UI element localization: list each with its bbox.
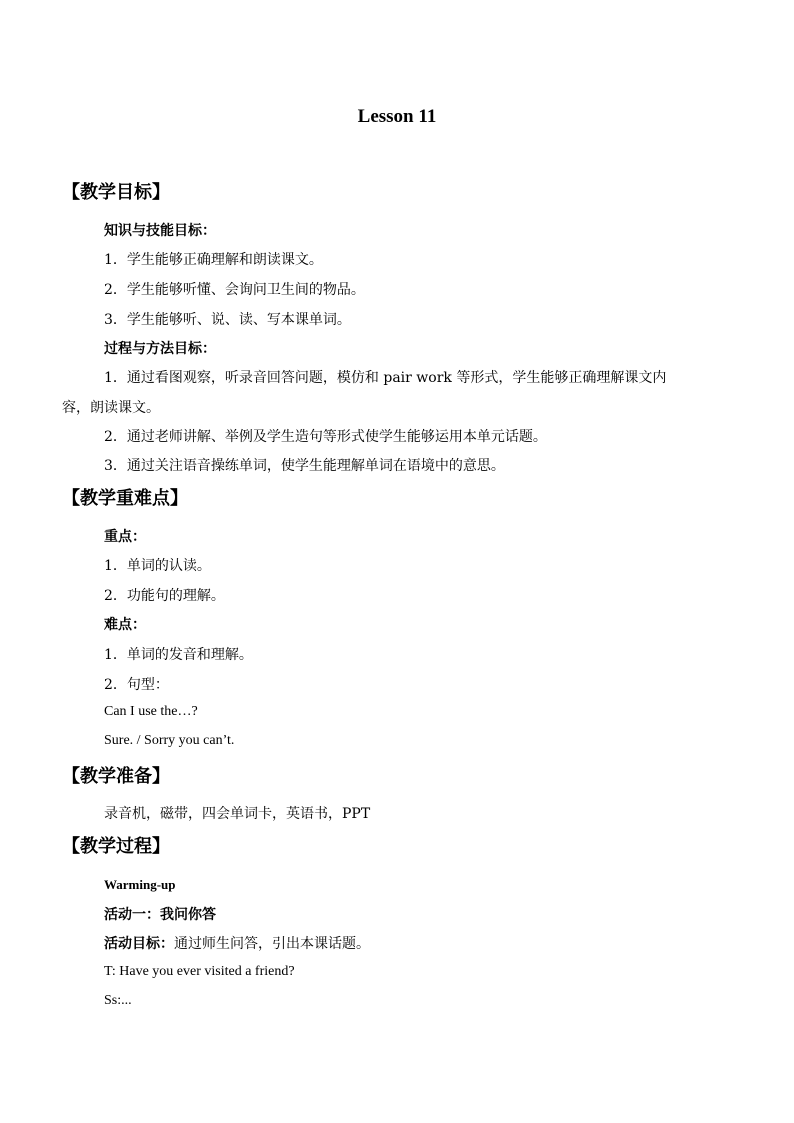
knowledge-goal-item: 3．学生能够听、说、读、写本课单词。 <box>104 312 351 328</box>
difficult-point-item: 1．单词的发音和理解。 <box>104 647 253 663</box>
section-heading-keypoints: 【教学重难点】 <box>62 488 188 509</box>
prep-content: 录音机，磁带，四会单词卡，英语书，PPT <box>104 806 371 822</box>
knowledge-goal-item: 1．学生能够正确理解和朗读课文。 <box>104 252 323 268</box>
section-heading-process: 【教学过程】 <box>62 836 170 857</box>
process-goal-item: 3．通过关注语音操练单词，使学生能理解单词在语境中的意思。 <box>104 458 505 474</box>
key-point-item: 2．功能句的理解。 <box>104 588 225 604</box>
section-heading-prep: 【教学准备】 <box>62 766 170 787</box>
process-goal-item: 1．通过看图观察，听录音回答问题，模仿和 pair work 等形式，学生能够正确理解课文内 <box>104 370 667 386</box>
dialog-line: T: Have you ever visited a friend? <box>104 964 295 979</box>
warmup-label: Warming-up <box>104 877 176 892</box>
knowledge-goals-label: 知识与技能目标： <box>104 223 216 239</box>
activity-goal <box>104 933 370 953</box>
activity-title: 活动一：我问你答 <box>104 907 216 923</box>
difficult-points-label: 难点： <box>104 617 146 633</box>
difficult-point-item: 2．句型： <box>104 677 169 693</box>
process-goal-item: 2．通过老师讲解、举例及学生造句等形式使学生能够运用本单元话题。 <box>104 429 547 445</box>
activity-goal-text: 通过师生问答，引出本课话题。 <box>174 936 370 952</box>
sentence-pattern: Sure. / Sorry you can’t. <box>104 733 235 748</box>
activity-goal-label: 活动目标： <box>104 936 174 952</box>
page-title: Lesson 11 <box>357 106 437 127</box>
process-goal-item-continuation: 容，朗读课文。 <box>62 400 160 416</box>
process-goals-label: 过程与方法目标： <box>104 341 216 357</box>
key-point-item: 1．单词的认读。 <box>104 558 211 574</box>
sentence-pattern: Can I use the…? <box>104 704 198 719</box>
knowledge-goal-item: 2．学生能够听懂、会询问卫生间的物品。 <box>104 282 365 298</box>
section-heading-goals: 【教学目标】 <box>62 182 170 203</box>
dialog-line: Ss:... <box>104 993 132 1008</box>
key-points-label: 重点： <box>104 529 146 545</box>
